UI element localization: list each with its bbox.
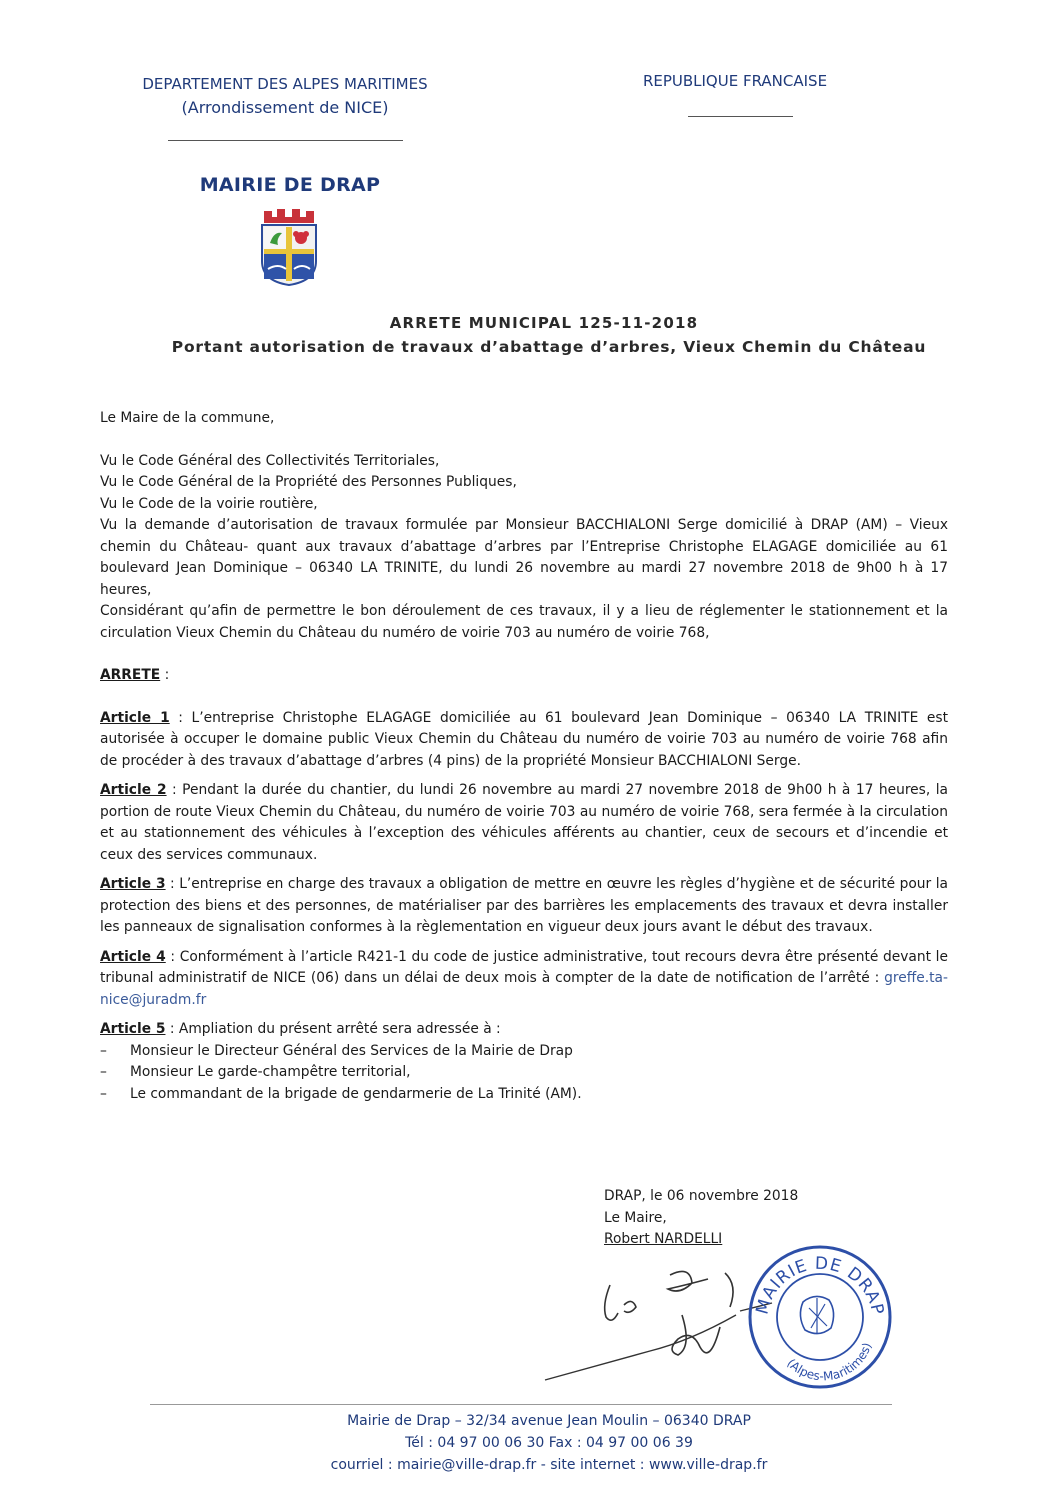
article-paragraph <box>100 1019 948 1041</box>
article-text: : Conformément à l’article R421-1 du code de justice administrative, tout recours devra être présenté devant le tribunal administratif de NICE (06) dans un délai de deux mois à compter de la date de notification de l’arrêté : <box>100 948 948 986</box>
article-paragraph <box>100 780 948 866</box>
arrete-suffix: : <box>160 667 170 683</box>
department-name: DEPARTEMENT DES ALPES MARITIMES <box>142 75 428 93</box>
article-text: : Pendant la durée du chantier, du lundi 26 novembre au mardi 27 novembre 2018 de 9h00 h à 17 heures, la portion de route Vieux Chemin du Château, du numéro de voirie 703 au numéro de voirie 768, sera fermée à la circulation et au stationnement des véhicules à l’exception des véhicules afférents au chantier, ceux de secours et d’incendie et ceux des services communaux. <box>100 782 948 863</box>
article-paragraph <box>100 874 948 939</box>
recipient-text: Monsieur Le garde-champêtre territorial, <box>130 1064 411 1080</box>
considerant-paragraph: Considérant qu’afin de permettre le bon déroulement de ces travaux, il y a lieu de réglementer le stationnement et la circulation Vieux Chemin du Château du numéro de voirie 703 au numéro de voirie 768, <box>100 603 948 641</box>
town-crest-icon <box>258 209 320 291</box>
recipient-text: Le commandant de la brigade de gendarmerie de La Trinité (AM). <box>130 1085 582 1102</box>
intro-line: Le Maire de la commune, <box>100 410 275 426</box>
vu-line: Vu le Code Général des Collectivités Territoriales, <box>100 452 440 469</box>
mairie-stamp <box>745 1242 895 1396</box>
header-divider-left <box>168 140 403 141</box>
greffe-email-link[interactable]: greffe.ta-nice@juradm.fr <box>100 970 948 1008</box>
vu-line: Vu le Code de la voirie routière, <box>100 495 318 512</box>
republic-header: REPUBLIQUE FRANCAISE <box>642 72 828 90</box>
header-divider-right <box>688 116 793 117</box>
decree-title <box>0 314 1058 356</box>
handwritten-signature <box>540 1255 780 1399</box>
article-paragraph <box>100 947 948 1012</box>
article-text: : L’entreprise Christophe ELAGAGE domiciliée au 61 boulevard Jean Dominique – 06340 LA TRINITE est autorisée à occuper le domaine public Vieux Chemin du Château du numéro de voirie 703 au numéro de voirie 768 afin de procéder à des travaux d’abattage d’arbres (4 pins) de la propriété Monsieur BACCHIALONI Serge. <box>100 709 948 769</box>
recipient-item <box>100 1084 948 1106</box>
svg-text:MAIRIE DE DRAP: MAIRIE DE DRAP <box>752 1253 888 1318</box>
decree-subject: Portant autorisation de travaux d’abattage d’arbres, Vieux Chemin du Château <box>171 338 927 356</box>
article-paragraph <box>100 708 948 773</box>
article-label: Article 4 <box>100 948 166 965</box>
dash-bullet: – <box>100 1064 107 1080</box>
recipient-item <box>100 1041 948 1063</box>
recipient-item <box>100 1062 948 1084</box>
dash-bullet: – <box>100 1042 107 1059</box>
decree-body <box>100 408 948 1105</box>
department-header <box>110 72 460 120</box>
footer-address: Mairie de Drap – 32/34 avenue Jean Moulin – 06340 DRAP <box>347 1413 751 1429</box>
article-label: Article 1 <box>100 709 170 726</box>
svg-text:(Alpes-Maritimes): (Alpes-Maritimes) <box>784 1340 875 1384</box>
place-date: DRAP, le 06 novembre 2018 <box>604 1188 799 1204</box>
dash-bullet: – <box>100 1085 107 1102</box>
signatory-role: Le Maire, <box>604 1209 667 1226</box>
article-label: Article 2 <box>100 782 167 798</box>
footer-phone: Tél : 04 97 00 06 30 Fax : 04 97 00 06 39 <box>405 1435 693 1451</box>
vu-line: Vu le Code Général de la Propriété des Personnes Publiques, <box>100 474 517 490</box>
arrete-heading <box>100 665 948 687</box>
recipient-text: Monsieur le Directeur Général des Services de la Mairie de Drap <box>130 1042 573 1059</box>
arrete-label: ARRETE <box>100 667 161 683</box>
mairie-title: MAIRIE DE DRAP <box>199 174 381 196</box>
article-label: Article 5 <box>100 1021 166 1037</box>
footer-contact: courriel : mairie@ville-drap.fr - site internet : www.ville-drap.fr <box>330 1457 768 1473</box>
article-text: : L’entreprise en charge des travaux a obligation de mettre en œuvre les règles d’hygiène et de sécurité pour la protection des biens et des personnes, de matérialiser par des barrières les emplacements des travaux et devra installer les panneaux de signalisation conformes à la règlementation en vigueur deux jours avant le début des travaux. <box>100 876 948 935</box>
signatory-name: Robert NARDELLI <box>604 1231 723 1247</box>
signature-block <box>604 1186 798 1251</box>
article-text: : Ampliation du présent arrêté sera adressée à : <box>165 1021 501 1037</box>
footer-divider <box>150 1404 892 1405</box>
page-footer <box>0 1410 1058 1476</box>
vu-line: Vu la demande d’autorisation de travaux formulée par Monsieur BACCHIALONI Serge domicilié à DRAP (AM) – Vieux chemin du Château- quant aux travaux d’abattage d’arbres par l’Entreprise Christophe ELAGAGE domiciliée au 61 boulevard Jean Dominique – 06340 LA TRINITE, du lundi 26 novembre au mardi 27 novembre 2018 de 9h00 h à 17 heures, <box>100 517 948 598</box>
article-label: Article 3 <box>100 876 166 892</box>
decree-number: ARRETE MUNICIPAL 125-11-2018 <box>389 314 699 332</box>
arrondissement: (Arrondissement de NICE) <box>181 98 389 117</box>
